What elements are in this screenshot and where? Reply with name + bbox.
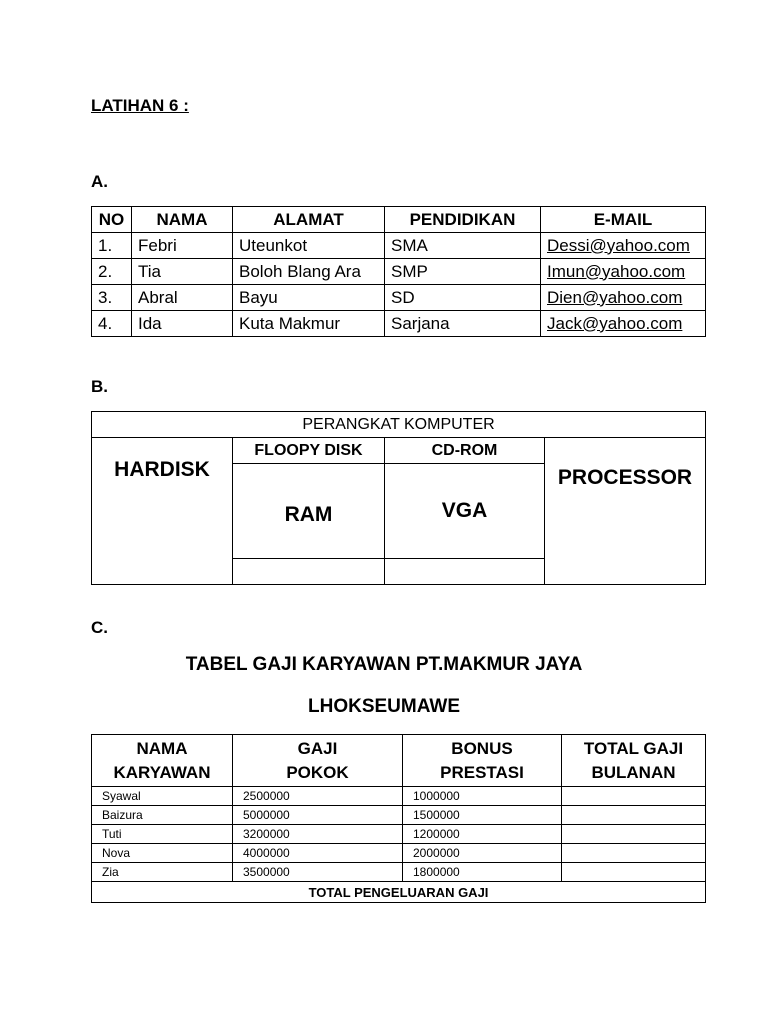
email-link[interactable]: Dessi@yahoo.com <box>541 233 706 259</box>
cell-nama: Tia <box>132 259 233 285</box>
cell-alamat: Uteunkot <box>233 233 385 259</box>
empty-cell <box>233 559 385 585</box>
header-email: E-MAIL <box>541 207 706 233</box>
cell-bonus: 1200000 <box>403 825 562 844</box>
cell-alamat: Boloh Blang Ara <box>233 259 385 285</box>
page-title: LATIHAN 6 : <box>91 96 189 115</box>
table-header-row <box>92 207 706 233</box>
table-header-row <box>92 735 706 787</box>
header-alamat: ALAMAT <box>233 207 385 233</box>
table-row <box>92 863 706 882</box>
cell-nama: Febri <box>132 233 233 259</box>
cell-total <box>562 787 706 806</box>
table-row <box>92 806 706 825</box>
cell-nama: Syawal <box>92 787 233 806</box>
cell-nama: Tuti <box>92 825 233 844</box>
table-row <box>92 233 706 259</box>
email-link[interactable]: Imun@yahoo.com <box>541 259 706 285</box>
cell-total <box>562 844 706 863</box>
cell-pendidikan: Sarjana <box>385 311 541 337</box>
section-b-label: B. <box>91 377 108 396</box>
computer-parts-table <box>91 411 706 585</box>
header-gaji-pokok: GAJI POKOK <box>233 735 403 787</box>
table-row <box>92 844 706 863</box>
cell-nama: Ida <box>132 311 233 337</box>
header-no: NO <box>92 207 132 233</box>
salary-table-heading: TABEL GAJI KARYAWAN PT.MAKMUR JAYA <box>185 654 583 675</box>
cell-floopy-disk: FLOOPY DISK <box>233 438 385 464</box>
table-row <box>92 787 706 806</box>
header-total-gaji: TOTAL GAJI BULANAN <box>562 735 706 787</box>
cell-no: 2. <box>92 259 132 285</box>
cell-gaji: 3500000 <box>233 863 403 882</box>
cell-total <box>562 806 706 825</box>
cell-gaji: 5000000 <box>233 806 403 825</box>
table-row <box>92 311 706 337</box>
cell-ram: RAM <box>233 464 385 559</box>
table-caption: PERANGKAT KOMPUTER <box>92 412 706 438</box>
student-table <box>91 206 706 337</box>
cell-cd-rom: CD-ROM <box>385 438 545 464</box>
cell-gaji: 3200000 <box>233 825 403 844</box>
salary-table-subheading: LHOKSEUMAWE <box>308 696 460 717</box>
header-pendidikan: PENDIDIKAN <box>385 207 541 233</box>
cell-processor: PROCESSOR <box>545 438 706 585</box>
salary-table <box>91 734 706 903</box>
cell-gaji: 2500000 <box>233 787 403 806</box>
cell-nama: Baizura <box>92 806 233 825</box>
cell-no: 3. <box>92 285 132 311</box>
cell-no: 1. <box>92 233 132 259</box>
cell-bonus: 1000000 <box>403 787 562 806</box>
table-footer-row <box>92 882 706 903</box>
cell-nama: Abral <box>132 285 233 311</box>
email-link[interactable]: Jack@yahoo.com <box>541 311 706 337</box>
cell-pendidikan: SMA <box>385 233 541 259</box>
email-link[interactable]: Dien@yahoo.com <box>541 285 706 311</box>
section-a-label: A. <box>91 172 108 191</box>
cell-pendidikan: SMP <box>385 259 541 285</box>
cell-gaji: 4000000 <box>233 844 403 863</box>
cell-alamat: Kuta Makmur <box>233 311 385 337</box>
cell-no: 4. <box>92 311 132 337</box>
table-row <box>92 825 706 844</box>
cell-bonus: 2000000 <box>403 844 562 863</box>
total-salary-label: TOTAL PENGELUARAN GAJI <box>92 882 706 903</box>
cell-alamat: Bayu <box>233 285 385 311</box>
cell-vga: VGA <box>385 464 545 559</box>
header-nama-karyawan: NAMA KARYAWAN <box>92 735 233 787</box>
cell-hardisk: HARDISK <box>92 438 233 585</box>
cell-bonus: 1500000 <box>403 806 562 825</box>
cell-pendidikan: SD <box>385 285 541 311</box>
cell-nama: Zia <box>92 863 233 882</box>
cell-nama: Nova <box>92 844 233 863</box>
section-c-label: C. <box>91 618 108 637</box>
header-bonus-prestasi: BONUS PRESTASI <box>403 735 562 787</box>
cell-total <box>562 863 706 882</box>
header-nama: NAMA <box>132 207 233 233</box>
table-row <box>92 259 706 285</box>
empty-cell <box>385 559 545 585</box>
table-row <box>92 285 706 311</box>
cell-bonus: 1800000 <box>403 863 562 882</box>
cell-total <box>562 825 706 844</box>
